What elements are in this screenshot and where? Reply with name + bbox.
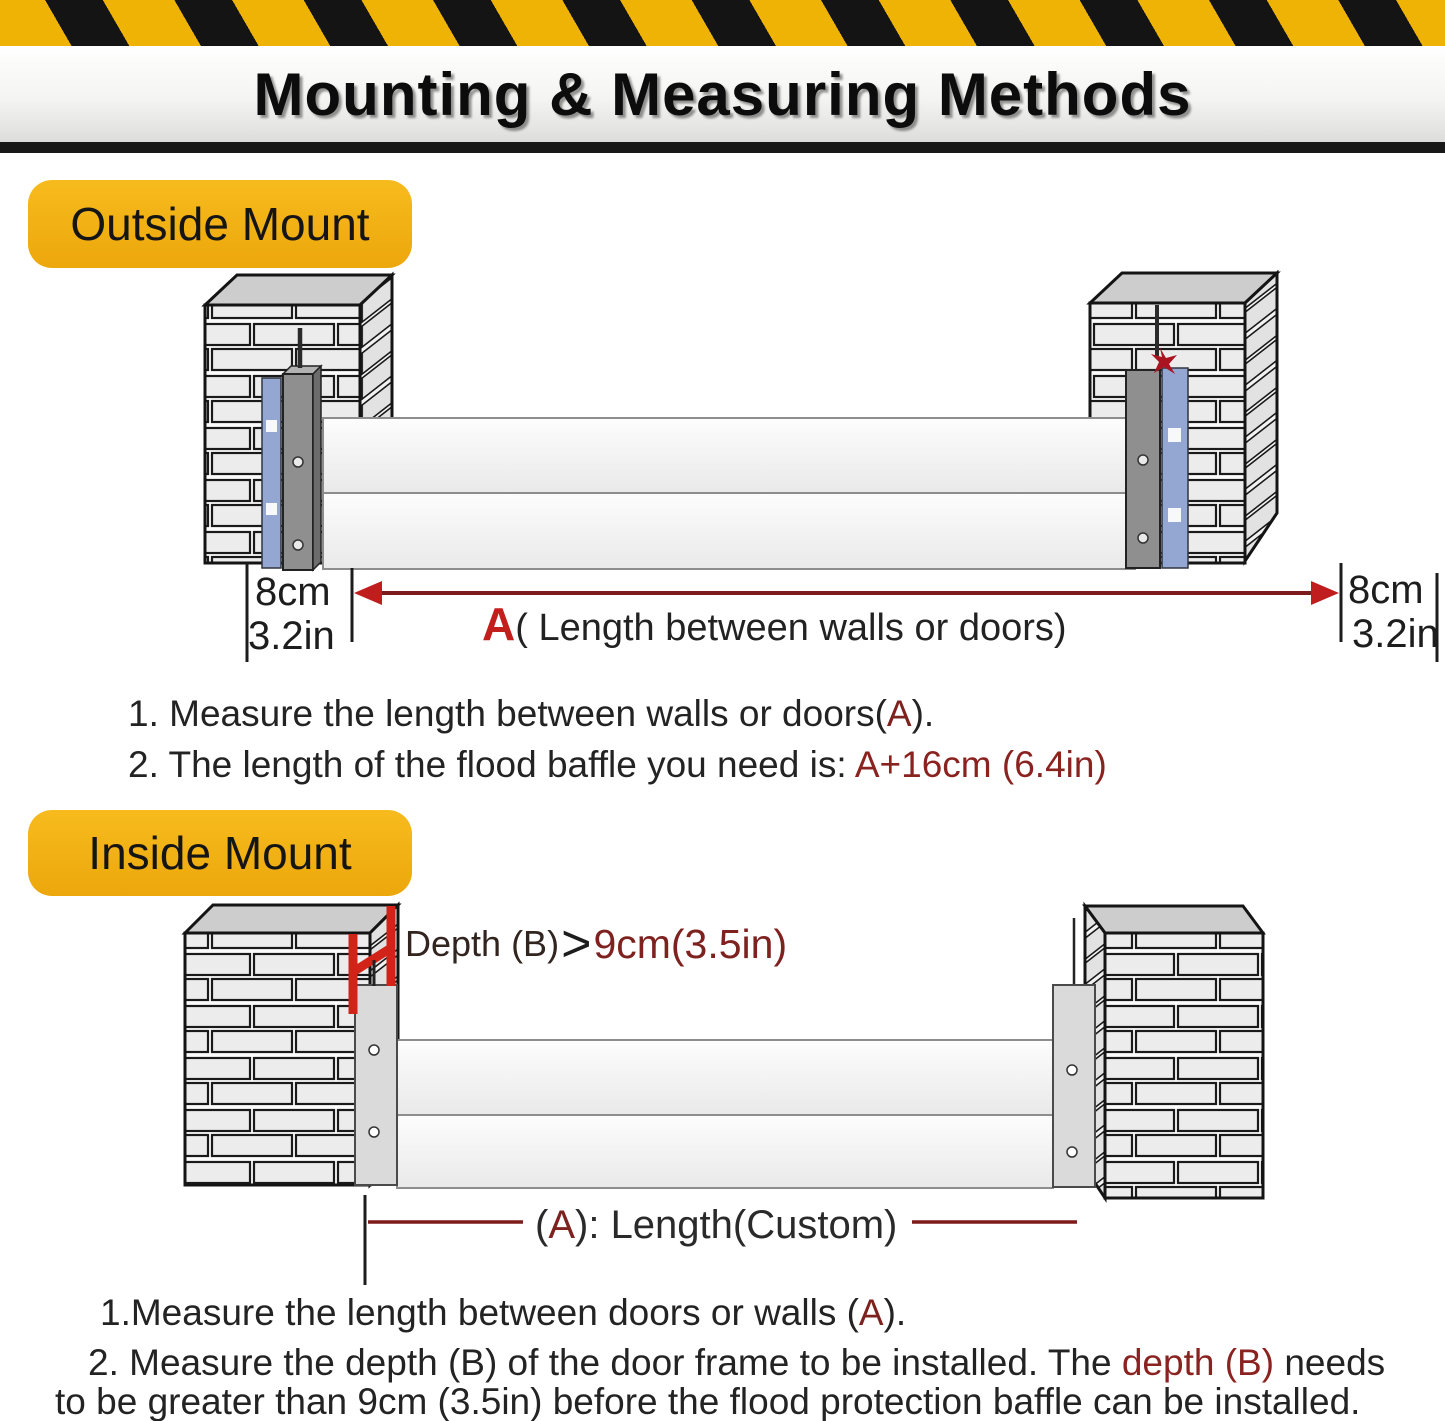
right-pillar [1074,906,1263,1198]
right-gap-in: 3.2in [1352,612,1439,656]
inside-note-1: 1.Measure the length between doors or walls (A). [100,1292,907,1333]
banner-divider-bar [0,142,1445,153]
flood-barrier [397,1040,1053,1188]
greater-than-sign: > [561,915,592,973]
left-gap-cm: 8cm [255,570,331,614]
flood-barrier [323,418,1135,569]
outside-note-1: 1. Measure the length between walls or doors(A). [128,693,935,734]
title-band [0,46,1445,142]
inside-mount-label [28,810,412,896]
page-title: Mounting & Measuring Methods [253,60,1192,128]
outside-mount-label-text: Outside Mount [70,198,370,250]
depth-b-label: Depth (B) > 9cm(3.5in) [405,915,788,973]
length-a-letter: A [482,598,516,650]
arrowhead-right-icon [1311,581,1339,605]
inside-note-2-line-1: 2. Measure the depth (B) of the door frame to be installed. The depth (B) needs [88,1342,1386,1383]
length-a-label: A ( Length between walls or doors) [482,598,1067,650]
length-custom-label: (A): Length(Custom) [535,1203,898,1247]
left-gap-in: 3.2in [248,614,335,658]
right-gap-cm: 8cm [1348,568,1424,612]
frame-post-left [355,985,397,1185]
frame-post-right [1053,985,1095,1187]
inside-mount-label-text: Inside Mount [88,827,352,879]
outside-note-2: 2. The length of the flood baffle you need is: A+16cm (6.4in) [128,744,1107,785]
outside-mount-label [28,180,412,268]
arrowhead-left-icon [354,581,382,605]
hazard-stripe-band [0,0,1445,46]
inside-note-2-line-2: to be greater than 9cm (3.5in) before the flood protection baffle can be installed. [55,1381,1361,1421]
